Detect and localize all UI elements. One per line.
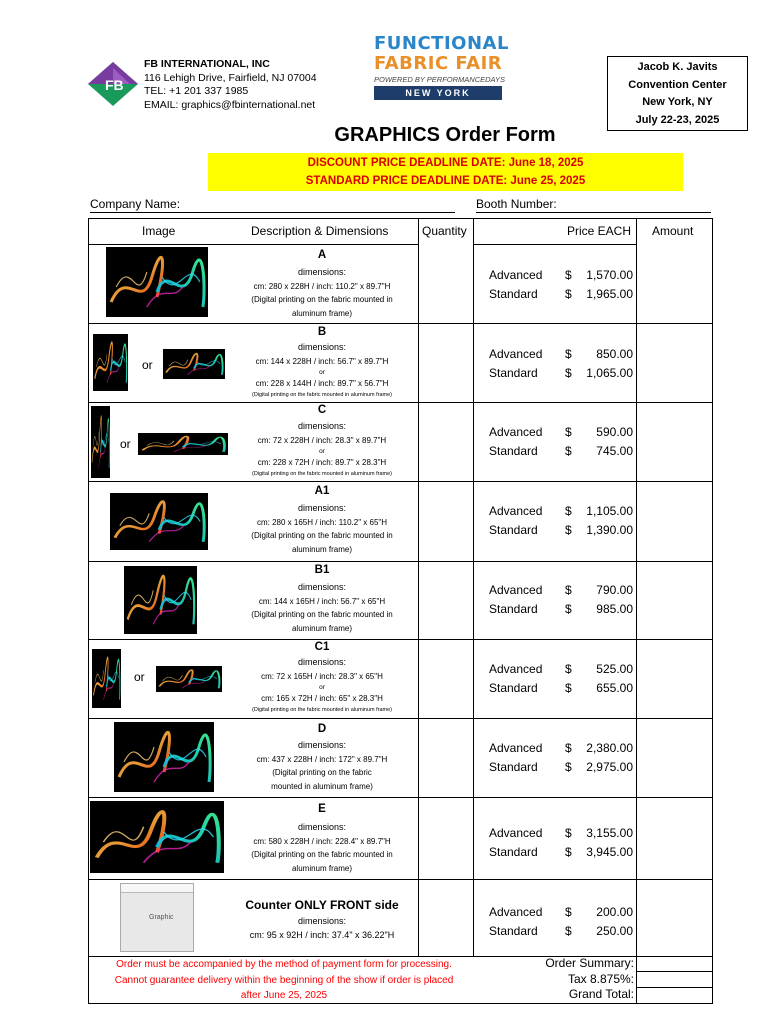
row-divider (88, 323, 713, 324)
standard-price: 985.00 (596, 602, 633, 616)
dimension-text: cm: 580 x 228H / inch: 228.4" x 89.7"H (253, 836, 391, 846)
item-description (232, 420, 412, 479)
standard-label: Standard (489, 602, 538, 616)
price-tier-labels (489, 423, 542, 461)
page-title: GRAPHICS Order Form (334, 124, 556, 146)
dimensions-label: dimensions: (297, 582, 347, 592)
venue-line: Jacob K. Javits (637, 61, 718, 73)
item-image-b-landscape (163, 349, 225, 379)
item-code: A (317, 249, 327, 261)
item-image-c1-portrait (92, 649, 121, 708)
currency-symbol: $ (565, 523, 572, 537)
dimension-text: cm: 72 x 165H / inch: 28.3" x 65"H (261, 671, 383, 681)
item-description (232, 821, 412, 875)
standard-label: Standard (489, 444, 538, 458)
dimensions-label: dimensions: (297, 740, 347, 750)
divider (473, 218, 474, 956)
dimension-text: (Digital printing on the fabric mounted in (251, 610, 393, 619)
note-line: after June 25, 2025 (240, 990, 328, 1001)
item-code: C (317, 404, 327, 416)
dimension-text: (Digital printing on the fabric mounted in (251, 850, 393, 859)
row-divider (88, 797, 713, 798)
dimension-text: aluminum frame) (291, 863, 352, 873)
deadline-banner (208, 153, 683, 191)
standard-label: Standard (489, 523, 538, 537)
item-prices (565, 345, 633, 383)
divider (473, 244, 636, 245)
item-description (232, 266, 412, 320)
standard-label: Standard (489, 845, 538, 859)
item-image-c1-landscape (156, 666, 222, 692)
item-image-c-landscape (138, 433, 228, 455)
fff-logo-sub: POWERED BY PERFORMANCEDAYS (374, 75, 505, 84)
item-image-b-portrait (93, 334, 128, 391)
currency-symbol: $ (565, 425, 572, 439)
dimensions-label: dimensions: (297, 503, 347, 513)
item-code: D (317, 723, 327, 735)
currency-symbol: $ (565, 444, 572, 458)
advanced-price: 3,155.00 (586, 826, 633, 840)
or-label: or (134, 670, 145, 684)
currency-symbol: $ (565, 741, 572, 755)
currency-symbol: $ (565, 268, 572, 282)
currency-symbol: $ (565, 504, 572, 518)
item-description (232, 502, 412, 556)
standard-label: Standard (489, 924, 538, 938)
quantity-column[interactable] (419, 245, 473, 955)
company-name-label: Company Name: (90, 197, 181, 211)
standard-label: Standard (489, 681, 538, 695)
item-image-e (90, 801, 224, 873)
company-phone: TEL: +1 201 337 1985 (144, 85, 249, 97)
fff-logo-line2: FABRIC FAIR (374, 53, 503, 74)
booth-number-field[interactable] (476, 212, 711, 213)
item-description (232, 656, 412, 715)
currency-symbol: $ (565, 760, 572, 774)
advanced-price: 590.00 (596, 425, 633, 439)
dimensions-label: dimensions: (297, 916, 347, 926)
standard-deadline: STANDARD PRICE DEADLINE DATE: June 25, 2025 (305, 175, 586, 187)
currency-symbol: $ (565, 905, 572, 919)
standard-price: 1,965.00 (586, 287, 633, 301)
standard-label: Standard (489, 760, 538, 774)
dimension-text: (Digital printing on the fabric mounted in (251, 295, 393, 304)
dimension-text: (Digital printing on the fabric mounted in (251, 531, 393, 540)
row-divider (88, 481, 713, 482)
currency-symbol: $ (565, 924, 572, 938)
item-image-a1 (110, 493, 208, 550)
payment-note (96, 957, 472, 1004)
or-label: or (142, 358, 153, 372)
dimension-text: cm: 228 x 144H / inch: 89.7" x 56.7"H (255, 379, 389, 388)
company-info (144, 58, 317, 112)
dimensions-label: dimensions: (297, 421, 347, 431)
advanced-price: 1,570.00 (586, 268, 633, 282)
price-tier-labels (489, 345, 542, 383)
or-text: or (319, 684, 325, 691)
advanced-label: Advanced (489, 741, 543, 755)
dimensions-label: dimensions: (297, 657, 347, 667)
price-tier-labels (489, 824, 542, 862)
price-tier-labels (489, 903, 542, 941)
currency-symbol: $ (565, 826, 572, 840)
advanced-price: 200.00 (596, 905, 633, 919)
col-header-description: Description & Dimensions (251, 224, 389, 238)
item-image-b1 (124, 566, 197, 634)
amount-column (637, 245, 712, 1003)
item-prices (565, 423, 633, 461)
advanced-label: Advanced (489, 905, 543, 919)
item-prices (565, 581, 633, 619)
currency-symbol: $ (565, 662, 572, 676)
divider (636, 971, 713, 972)
standard-price: 2,975.00 (586, 760, 633, 774)
advanced-label: Advanced (489, 662, 543, 676)
dimension-text: aluminum frame) (291, 544, 352, 554)
standard-label: Standard (489, 287, 538, 301)
advanced-price: 525.00 (596, 662, 633, 676)
currency-symbol: $ (565, 602, 572, 616)
venue-line: Convention Center (628, 78, 727, 91)
standard-price: 745.00 (596, 444, 633, 458)
tax-label: Tax 8.875%: (567, 971, 634, 986)
dimension-note: (Digital printing on the fabric mounted in aluminum frame) (251, 706, 392, 713)
item-code: A1 (314, 485, 330, 497)
item-prices (565, 903, 633, 941)
item-code: B (317, 326, 327, 338)
fff-logo-line1: FUNCTIONAL (374, 33, 509, 54)
price-tier-labels (489, 660, 542, 698)
booth-number-label: Booth Number: (476, 197, 557, 211)
standard-price: 3,945.00 (586, 845, 633, 859)
item-code: Counter ONLY FRONT side (245, 898, 399, 912)
item-description (232, 914, 412, 943)
company-name-field[interactable] (90, 212, 455, 213)
item-prices (565, 824, 633, 862)
item-code: C1 (314, 641, 330, 653)
advanced-price: 1,105.00 (586, 504, 633, 518)
company-address: 116 Lehigh Drive, Fairfield, NJ 07004 (144, 71, 317, 84)
row-divider (88, 879, 713, 880)
advanced-price: 2,380.00 (586, 741, 633, 755)
dimension-text: (Digital printing on the fabric (272, 768, 372, 777)
divider (88, 244, 418, 245)
item-image-c-portrait (91, 406, 110, 478)
item-prices (565, 660, 633, 698)
order-summary (490, 956, 634, 1003)
fb-logo (86, 60, 140, 108)
col-header-image: Image (142, 224, 176, 238)
dimension-text: cm: 280 x 228H / inch: 110.2" x 89.7"H (253, 281, 391, 291)
standard-label: Standard (489, 366, 538, 380)
or-text: or (319, 448, 325, 455)
col-header-quantity: Quantity (422, 224, 467, 238)
dimension-text: cm: 72 x 228H / inch: 28.3" x 89.7"H (257, 435, 387, 445)
standard-price: 1,390.00 (586, 523, 633, 537)
standard-price: 250.00 (596, 924, 633, 938)
item-image-d (114, 722, 214, 792)
dimension-text: cm: 437 x 228H / inch: 172" x 89.7"H (256, 754, 388, 764)
dimension-text: cm: 165 x 72H / inch: 65" x 28.3"H (261, 694, 383, 703)
divider (636, 987, 713, 988)
price-tier-labels (489, 739, 542, 777)
venue-box (607, 56, 748, 131)
currency-symbol: $ (565, 347, 572, 361)
item-description (232, 341, 412, 400)
row-divider (88, 718, 713, 719)
currency-symbol: $ (565, 583, 572, 597)
or-label: or (120, 437, 131, 451)
dimension-note: (Digital printing on the fabric mounted in aluminum frame) (251, 391, 392, 398)
svg-text:FB: FB (105, 77, 124, 93)
standard-price: 655.00 (596, 681, 633, 695)
graphic-placeholder-label: Graphic (149, 914, 174, 921)
company-name: FB INTERNATIONAL, INC (144, 58, 270, 70)
item-image-a (106, 247, 208, 317)
advanced-label: Advanced (489, 268, 543, 282)
dimension-text: aluminum frame) (291, 308, 352, 318)
venue-line: New York, NY (642, 96, 713, 108)
item-description (232, 581, 412, 635)
item-description (232, 739, 412, 793)
dimension-text: mounted in aluminum frame) (271, 781, 373, 791)
grand-total-label: Grand Total: (568, 987, 634, 1001)
advanced-label: Advanced (489, 504, 543, 518)
dimensions-label: dimensions: (297, 267, 347, 277)
price-tier-labels (489, 502, 542, 540)
standard-price: 1,065.00 (586, 366, 633, 380)
advanced-price: 790.00 (596, 583, 633, 597)
company-email: EMAIL: graphics@fbinternational.net (144, 98, 316, 111)
dimension-text: cm: 280 x 165H / inch: 110.2" x 65"H (256, 517, 388, 527)
dimension-note: (Digital printing on the fabric mounted in aluminum frame) (251, 470, 392, 477)
advanced-label: Advanced (489, 583, 543, 597)
currency-symbol: $ (565, 287, 572, 301)
item-code: E (318, 803, 326, 815)
row-divider (88, 561, 713, 562)
functional-fabric-fair-logo (374, 33, 509, 108)
currency-symbol: $ (565, 366, 572, 380)
advanced-label: Advanced (489, 347, 543, 361)
item-image-counter (120, 883, 194, 952)
summary-label: Order Summary: (545, 956, 634, 970)
dimensions-label: dimensions: (297, 822, 347, 832)
currency-symbol: $ (565, 845, 572, 859)
dimension-text: cm: 144 x 228H / inch: 56.7" x 89.7"H (255, 356, 389, 366)
item-prices (565, 502, 633, 540)
advanced-price: 850.00 (596, 347, 633, 361)
fff-logo-location: NEW YORK (374, 86, 502, 100)
or-text: or (319, 369, 325, 376)
dimension-text: aluminum frame) (291, 623, 352, 633)
item-prices (565, 739, 633, 777)
row-divider (88, 639, 713, 640)
col-header-price: Price EACH (567, 224, 632, 238)
advanced-label: Advanced (489, 425, 543, 439)
note-line: Order must be accompanied by the method of payment form for processing. (116, 959, 452, 970)
dimension-text: cm: 95 x 92H / inch: 37.4" x 36.22"H (249, 930, 395, 940)
venue-line: July 22-23, 2025 (635, 113, 720, 126)
note-line: Cannot guarantee delivery within the beginning of the show if order is placed (114, 974, 454, 986)
advanced-label: Advanced (489, 826, 543, 840)
col-header-amount: Amount (652, 224, 694, 238)
row-divider (88, 402, 713, 403)
currency-symbol: $ (565, 681, 572, 695)
discount-deadline: DISCOUNT PRICE DEADLINE DATE: June 18, 2025 (307, 157, 584, 169)
price-tier-labels (489, 266, 542, 304)
dimension-text: cm: 144 x 165H / inch: 56.7" x 65"H (258, 596, 386, 606)
dimensions-label: dimensions: (297, 342, 347, 352)
item-code: B1 (314, 564, 330, 576)
price-tier-labels (489, 581, 542, 619)
item-prices (565, 266, 633, 304)
dimension-text: cm: 228 x 72H / inch: 89.7" x 28.3"H (257, 458, 387, 467)
